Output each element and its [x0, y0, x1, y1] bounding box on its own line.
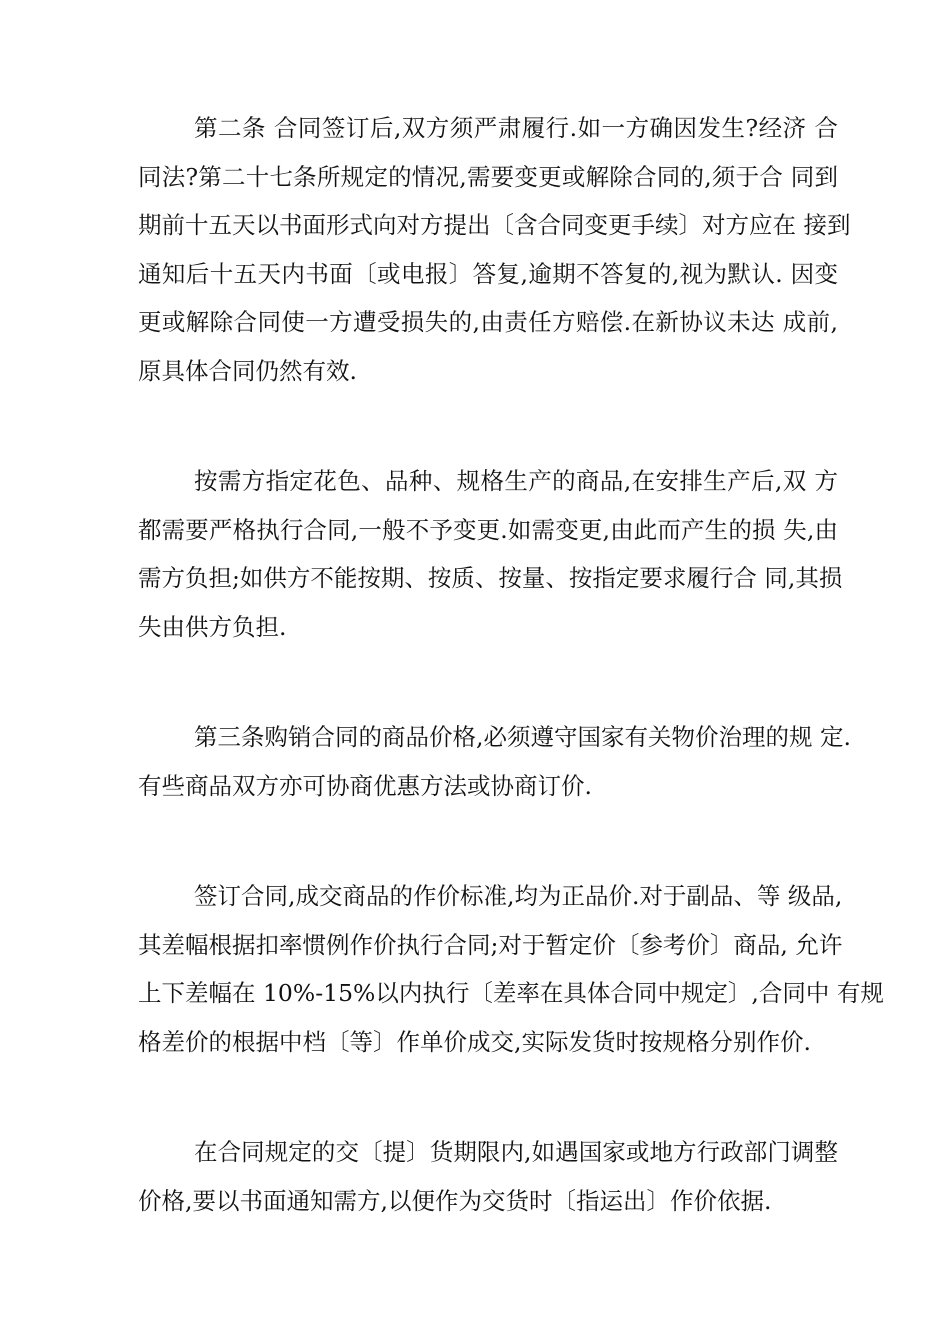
paragraph-pricing-standard — [138, 872, 884, 1066]
text-line: 签订合同,成交商品的作价标准,均为正品价.对于副品、等 级品, — [194, 882, 843, 910]
text-line: 原具体合同仍然有效. — [138, 356, 357, 385]
text-line: 同法?第二十七条所规定的情况,需要变更或解除合同的,须于合 同到 — [138, 162, 838, 191]
text-line: 其差幅根据扣率惯例作价执行合同;对于暂定价〔参考价〕商品, 允许 — [138, 930, 843, 959]
text-line: 期前十五天以书面形式向对方提出〔含合同变更手续〕对方应在 接到 — [138, 211, 851, 239]
text-line: 失由供方负担. — [138, 612, 287, 641]
text-line: 需方负担;如供方不能按期、按质、按量、按指定要求履行合 同,其损 — [138, 564, 843, 592]
paragraph-article-three — [138, 713, 851, 810]
text-line: 第二条 合同签订后,双方须严肃履行.如一方确因发生?经济 合 — [194, 114, 838, 142]
paragraph-article-two — [138, 104, 851, 395]
text-line: 上下差幅在 10%-15%以内执行〔差率在具体合同中规定〕,合同中 有规 — [138, 979, 884, 1007]
text-line: 更或解除合同使一方遭受损失的,由责任方赔偿.在新协议未达 成前, — [138, 308, 838, 336]
text-line: 按需方指定花色、品种、规格生产的商品,在安排生产后,双 方 — [194, 467, 838, 495]
text-line: 通知后十五天内书面〔或电报〕答复,逾期不答复的,视为默认. 因变 — [138, 259, 838, 288]
text-line: 价格,要以书面通知需方,以便作为交货时〔指运出〕作价依据. — [138, 1186, 772, 1215]
text-line: 有些商品双方亦可协商优惠方法或协商订价. — [138, 771, 592, 800]
paragraph-custom-production — [138, 457, 843, 651]
paragraph-price-adjustment — [138, 1128, 838, 1225]
text-line: 第三条购销合同的商品价格,必须遵守国家有关物价治理的规 定. — [194, 723, 851, 751]
document-page — [138, 104, 884, 1215]
text-line: 在合同规定的交〔提〕货期限内,如遇国家或地方行政部门调整 — [194, 1138, 838, 1166]
text-line: 都需要严格执行合同,一般不予变更.如需变更,由此而产生的损 失,由 — [138, 515, 838, 544]
text-line: 格差价的根据中档〔等〕作单价成交,实际发货时按规格分别作价. — [138, 1027, 811, 1056]
